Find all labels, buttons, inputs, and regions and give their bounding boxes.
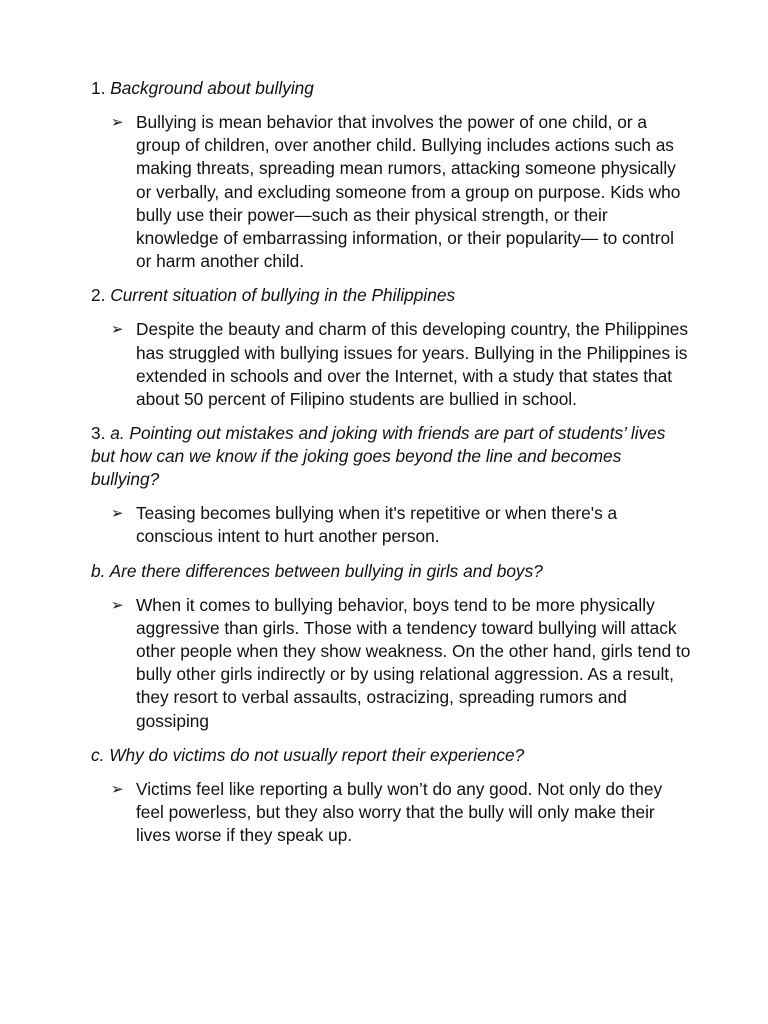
arrow-bullet-icon: ➢ — [111, 780, 124, 798]
arrow-bullet-icon: ➢ — [111, 596, 124, 614]
section-2-answer-text: Despite the beauty and charm of this developing country, the Philippines has struggled with bullying issues for years. Bullying in the Philippines is extended in schools and over the Internet, with a study that states that about 50 percent of Filipino students are bullied in school. — [136, 319, 689, 410]
section-3c-heading — [91, 744, 691, 767]
section-1-heading — [91, 77, 691, 100]
section-1-answer — [91, 111, 691, 273]
section-2-number: 2. — [91, 285, 111, 306]
section-2-answer — [91, 318, 691, 411]
section-3-number: 3. — [91, 423, 111, 444]
section-3a-question: a. Pointing out mistakes and joking with friends are part of students’ lives but how can we know if the joking goes beyond the line and becomes bullying? — [91, 423, 666, 490]
section-1-number: 1. — [91, 78, 111, 98]
section-2-heading — [91, 284, 691, 307]
arrow-bullet-icon: ➢ — [111, 114, 124, 131]
document-page — [91, 77, 691, 858]
section-3c-answer-text: Victims feel like reporting a bully won’t do any good. Not only do they feel powerless, but they also worry that the bully will only make their lives worse if they speak up. — [136, 778, 663, 846]
section-2-question: Current situation of bullying in the Philippines — [110, 285, 456, 306]
section-1-question: Background about bullying — [110, 78, 314, 98]
section-3a-answer — [91, 502, 691, 548]
section-1-answer-text: Bullying is mean behavior that involves the power of one child, or a group of children, over another child. Bullying includes actions such as making threats, spreading mean rumors, attacking someone physically or verbally, and excluding someone from a group on purpose. Kids who bully use their power—such as their physical strength, or their knowledge of embarrassing information, or their popularity— to control or harm another child. — [136, 112, 681, 272]
section-3b-answer-text: When it comes to bullying behavior, boys tend to be more physically aggressive than girls. Those with a tendency toward bullying will attack other people when they show weakness. On the other hand, girls tend to bully other girls indirectly or by using relational aggression. As a result, they resort to verbal assaults, ostracizing, spreading rumors and gossiping — [136, 594, 691, 731]
section-3b-heading — [91, 560, 691, 583]
arrow-bullet-icon: ➢ — [111, 321, 124, 339]
section-3c-answer — [91, 778, 691, 848]
section-3c-question: c. Why do victims do not usually report their experience? — [91, 744, 525, 765]
section-3b-question: b. Are there differences between bullying in girls and boys? — [91, 560, 543, 581]
arrow-bullet-icon: ➢ — [111, 505, 124, 523]
section-3a-answer-text: Teasing becomes bullying when it's repetitive or when there's a conscious intent to hurt another person. — [136, 503, 618, 547]
section-3a-heading — [91, 422, 691, 491]
section-3b-answer — [91, 594, 691, 733]
